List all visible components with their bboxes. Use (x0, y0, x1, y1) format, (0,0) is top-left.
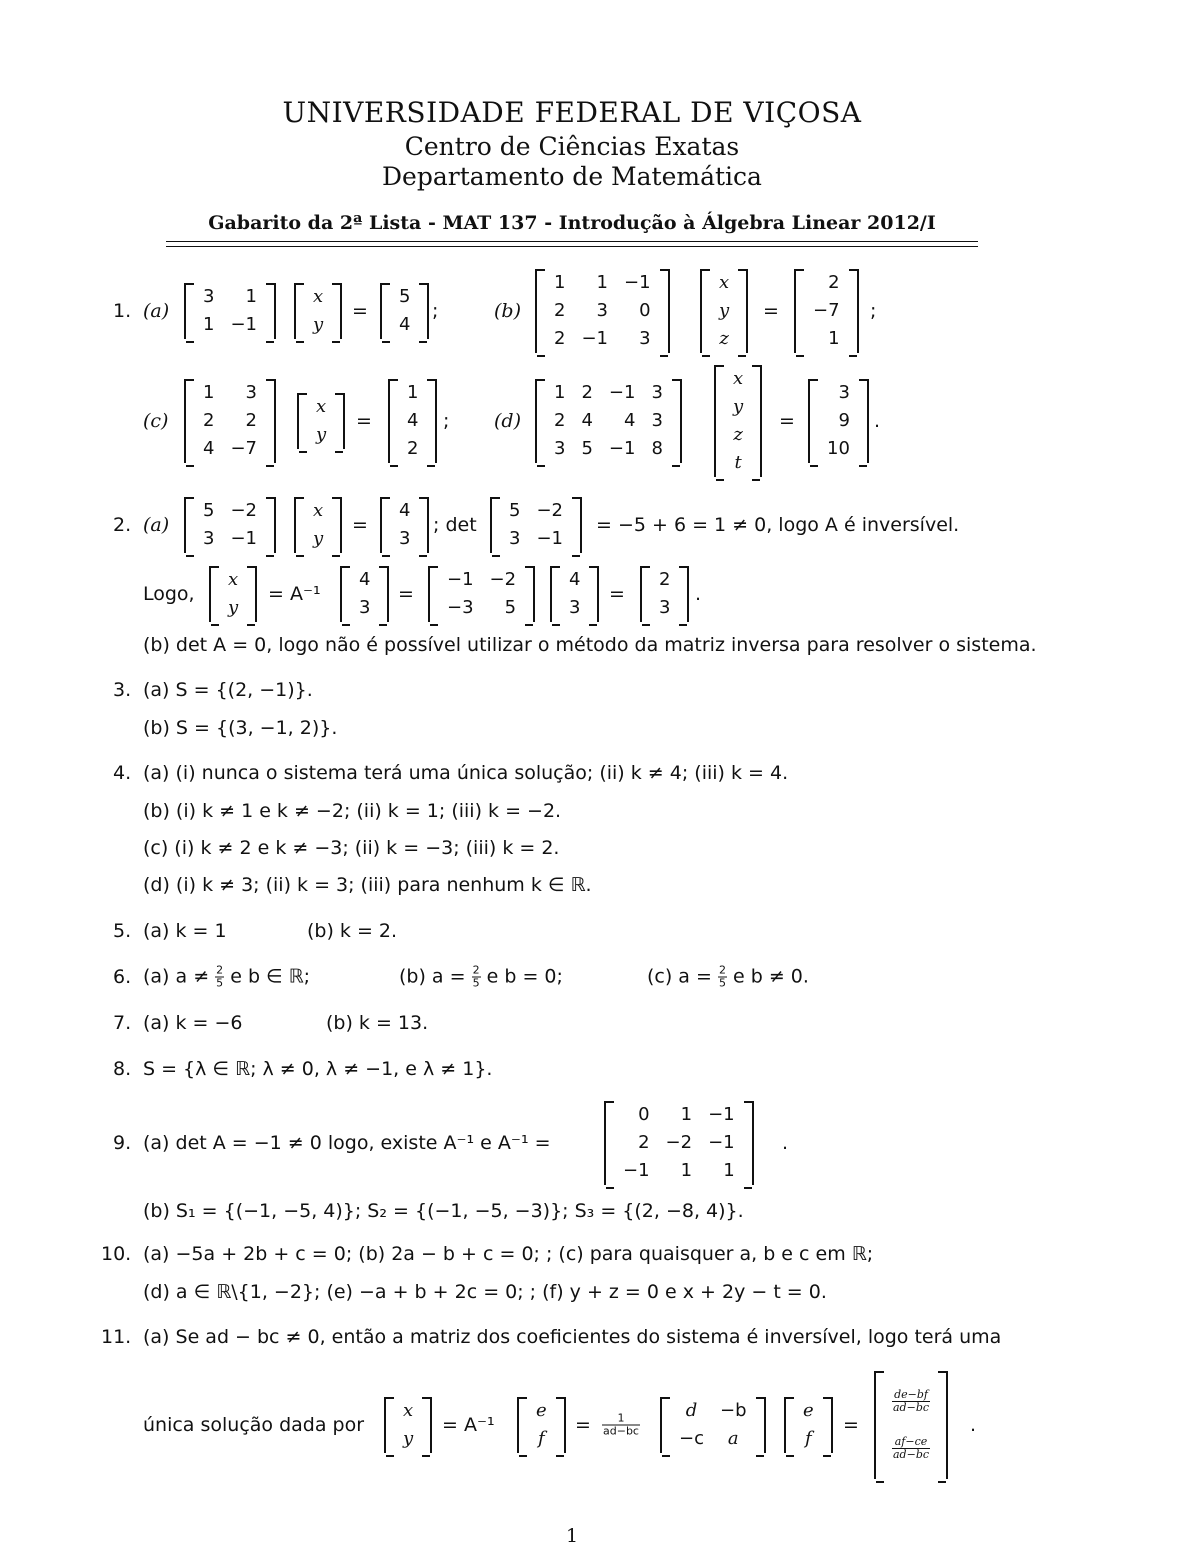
q11-vector-X (384, 1397, 432, 1453)
q1d-label: (d) (494, 410, 521, 432)
q6c-prefix: (c) a = (647, 965, 712, 988)
q11-vector-EF2 (784, 1397, 833, 1453)
q2-vector-B (340, 566, 389, 622)
q11-matrix-M (660, 1397, 766, 1453)
matrix-cell: −1 (608, 382, 636, 403)
matrix-cell: −b (719, 1400, 747, 1421)
matrix-cell: 5 (509, 500, 521, 521)
matrix-cell: 1 (828, 328, 840, 349)
equals-sign: = (843, 1414, 859, 1436)
matrix-cell: −1 (708, 1104, 735, 1125)
matrix-cell: −1 (230, 528, 257, 549)
q5b-text: (b) k = 2. (307, 920, 398, 942)
q4b-text: (b) (i) k ≠ 1 e k ≠ −2; (ii) k = 1; (iii) k = −2. (143, 800, 562, 822)
matrix-cell: −c (679, 1428, 704, 1449)
q2-number: 2. (113, 514, 132, 536)
matrix-cell: 3 (659, 597, 671, 618)
matrix-cell: 1 (554, 382, 566, 403)
matrix-cell: −1 (536, 528, 563, 549)
matrix-cell: y (719, 300, 730, 321)
q4a-text: (a) (i) nunca o sistema terá uma única solução; (ii) k ≠ 4; (iii) k = 4. (143, 762, 789, 784)
q6b-suffix: e b = 0; (486, 965, 563, 988)
q11-line1: (a) Se ad − bc ≠ 0, então a matriz dos coeficientes do sistema é inversível, logo terá uma (143, 1326, 1002, 1348)
center-name: Centro de Ciências Exatas (404, 132, 740, 161)
q2a-vector-X (294, 497, 342, 553)
matrix-cell: 3 (651, 410, 663, 431)
q8-number: 8. (113, 1058, 132, 1080)
matrix-cell: 2 (203, 410, 215, 431)
matrix-cell: 4 (359, 569, 371, 590)
q11-result-vector (874, 1371, 948, 1479)
q1a-vector-X (294, 283, 342, 339)
matrix-cell: −3 (447, 597, 474, 618)
matrix-cell: 2 (554, 328, 566, 349)
matrix-cell: 3 (651, 382, 663, 403)
q9-matrix-Ainv (604, 1101, 754, 1185)
q2-det-matrix (490, 497, 582, 553)
matrix-cell: 3 (838, 382, 850, 403)
matrix-cell: 1 (407, 382, 419, 403)
q1d-vector-X (714, 365, 762, 477)
q2-vector-B2 (550, 566, 599, 622)
title-rule-bottom (166, 246, 978, 247)
matrix-cell: −1 (708, 1132, 735, 1153)
university-name: UNIVERSIDADE FEDERAL DE VIÇOSA (282, 96, 862, 129)
q4d-text: (d) (i) k ≠ 3; (ii) k = 3; (iii) para nenhum k ∈ ℝ. (143, 874, 592, 896)
document-subtitle: Gabarito da 2ª Lista - MAT 137 - Introdução à Álgebra Linear 2012/I (208, 212, 936, 234)
equals-sign: = (575, 1414, 591, 1436)
matrix-cell: e (803, 1400, 814, 1421)
matrix-cell: x (719, 272, 730, 293)
q1b-label: (b) (494, 300, 521, 322)
matrix-cell: 1 (203, 314, 215, 335)
matrix-cell: 4 (407, 410, 419, 431)
q11-result-row-1: $\frac{de-bf}{ad-bc}$ (893, 1388, 930, 1414)
matrix-cell: 3 (203, 286, 215, 307)
q5a-text: (a) k = 1 (143, 920, 227, 942)
q6a-text (143, 965, 310, 990)
matrix-cell: 10 (827, 438, 850, 459)
equals-sign: = (398, 583, 414, 605)
matrix-cell: a (727, 1428, 739, 1449)
q2-det-label: ; det (433, 514, 477, 536)
matrix-cell: 5 (203, 500, 215, 521)
matrix-cell: 5 (581, 438, 593, 459)
matrix-cell: 3 (203, 528, 215, 549)
matrix-cell: 4 (624, 410, 636, 431)
fraction-two-fifths: $\frac{2}{5}$ (216, 963, 224, 990)
matrix-cell: z (719, 328, 729, 349)
matrix-cell: 3 (569, 597, 581, 618)
q1d-vector-B (808, 379, 869, 463)
matrix-cell: x (313, 286, 324, 307)
q2-matrix-Ainv (428, 566, 535, 622)
q1a-matrix-A (184, 283, 276, 339)
matrix-cell: 0 (638, 1104, 650, 1125)
matrix-cell: −2 (536, 500, 563, 521)
matrix-cell: 4 (399, 500, 411, 521)
q5-number: 5. (113, 920, 132, 942)
page-number: 1 (565, 1525, 579, 1547)
q10-line1: (a) −5a + 2b + c = 0; (b) 2a − b + c = 0; ; (c) para quaisquer a, b e c em ℝ; (143, 1243, 874, 1265)
matrix-cell: e (536, 1400, 547, 1421)
equals-sign: = (352, 514, 368, 536)
q1b-vector-X (700, 269, 748, 353)
matrix-cell: 1 (680, 1104, 693, 1125)
matrix-cell: 5 (399, 286, 411, 307)
q3a-text: (a) S = {(2, −1)}. (143, 679, 313, 701)
q8-text: S = {λ ∈ ℝ; λ ≠ 0, λ ≠ −1, e λ ≠ 1}. (143, 1058, 493, 1080)
matrix-cell: −2 (665, 1132, 693, 1153)
equals-sign: = (763, 300, 779, 322)
q1-number: 1. (113, 300, 132, 322)
q1a-vector-B (380, 283, 429, 339)
matrix-cell: 2 (245, 410, 257, 431)
q9b-text: (b) S₁ = {(−1, −5, 4)}; S₂ = {(−1, −5, −3)}; S₃ = {(2, −8, 4)}. (143, 1200, 744, 1222)
q7a-text: (a) k = −6 (143, 1012, 243, 1034)
matrix-cell: f (804, 1428, 812, 1449)
matrix-cell: 2 (581, 382, 593, 403)
matrix-cell: 4 (581, 410, 593, 431)
department-name: Departamento de Matemática (382, 162, 762, 191)
q1b-matrix-A (535, 269, 670, 353)
matrix-cell: 2 (659, 569, 671, 590)
q2a-label: (a) (143, 514, 170, 536)
q2-vector-solution (640, 566, 689, 622)
q7-number: 7. (113, 1012, 132, 1034)
matrix-cell: 5 (504, 597, 517, 618)
matrix-cell: −7 (230, 438, 257, 459)
q11-intro: única solução dada por (143, 1414, 365, 1436)
matrix-cell: z (733, 424, 743, 445)
q10-number: 10. (101, 1243, 132, 1265)
matrix-cell: 1 (554, 272, 566, 293)
semicolon: ; (870, 300, 877, 322)
q11-number: 11. (101, 1326, 132, 1348)
matrix-cell: −1 (623, 1160, 650, 1181)
q11-ainv-text: = A⁻¹ (442, 1414, 495, 1436)
matrix-cell: 3 (245, 382, 257, 403)
matrix-cell: 3 (359, 597, 371, 618)
matrix-cell: 3 (554, 438, 566, 459)
matrix-cell: −1 (230, 314, 257, 335)
q6b-text (399, 965, 563, 990)
period: . (970, 1414, 977, 1436)
matrix-cell: 4 (203, 438, 215, 459)
matrix-cell: y (313, 528, 324, 549)
q1a-label: (a) (143, 300, 170, 322)
q1c-label: (c) (143, 410, 169, 432)
q2-ainv-text: = A⁻¹ (268, 583, 321, 605)
q1d-matrix-A (535, 379, 682, 463)
matrix-cell: y (313, 314, 324, 335)
q2a-matrix-A (184, 497, 276, 553)
matrix-cell: 0 (639, 300, 651, 321)
matrix-cell: 8 (651, 438, 663, 459)
matrix-cell: 2 (407, 438, 419, 459)
matrix-cell: −2 (489, 569, 517, 590)
fraction-two-fifths: $\frac{2}{5}$ (472, 963, 480, 990)
matrix-cell: 3 (509, 528, 521, 549)
period: . (782, 1132, 789, 1154)
matrix-cell: f (537, 1428, 545, 1449)
matrix-cell: t (734, 452, 742, 473)
q4c-text: (c) (i) k ≠ 2 e k ≠ −3; (ii) k = −3; (iii) k = 2. (143, 837, 560, 859)
matrix-cell: 4 (569, 569, 581, 590)
fraction-two-fifths: $\frac{2}{5}$ (718, 963, 726, 990)
title-rule-top (166, 241, 978, 242)
q3-number: 3. (113, 679, 132, 701)
matrix-cell: 1 (596, 272, 608, 293)
matrix-cell: 1 (245, 286, 257, 307)
q6b-prefix: (b) a = (399, 965, 466, 988)
q3b-text: (b) S = {(3, −1, 2)}. (143, 717, 338, 739)
period: . (695, 583, 702, 605)
q11-result-row-2: $\frac{af-ce}{ad-bc}$ (893, 1435, 930, 1461)
matrix-cell: −1 (447, 569, 474, 590)
matrix-cell: 4 (399, 314, 411, 335)
q1b-vector-B (794, 269, 859, 353)
q1c-matrix-A (184, 379, 276, 463)
semicolon: ; (443, 410, 450, 432)
matrix-cell: x (313, 500, 324, 521)
equals-sign: = (356, 410, 372, 432)
matrix-cell: 1 (680, 1160, 693, 1181)
q11-vector-EF (517, 1397, 566, 1453)
q2b-text: (b) det A = 0, logo não é possível utilizar o método da matriz inversa para resolver o sistema. (143, 634, 1037, 656)
matrix-cell: y (733, 396, 744, 417)
q6a-prefix: (a) a ≠ (143, 965, 210, 988)
matrix-cell: 3 (399, 528, 411, 549)
q2-vector-X (209, 566, 257, 622)
period: . (874, 410, 881, 432)
semicolon: ; (432, 300, 439, 322)
q1c-vector-X (297, 393, 345, 449)
matrix-cell: y (228, 597, 239, 618)
matrix-cell: −2 (230, 500, 257, 521)
matrix-cell: x (316, 396, 327, 417)
matrix-cell: 1 (203, 382, 215, 403)
matrix-cell: −1 (581, 328, 608, 349)
q7b-text: (b) k = 13. (326, 1012, 429, 1034)
matrix-cell: 2 (828, 272, 840, 293)
q6-number: 6. (113, 966, 132, 988)
matrix-cell: x (403, 1400, 414, 1421)
q1c-vector-B (388, 379, 437, 463)
matrix-cell: x (733, 368, 744, 389)
q6a-suffix: e b ∈ ℝ; (230, 965, 311, 988)
equals-sign: = (609, 583, 625, 605)
matrix-cell: 2 (554, 300, 566, 321)
matrix-cell: −1 (608, 438, 636, 459)
q6c-text (647, 965, 809, 990)
matrix-cell: 2 (638, 1132, 650, 1153)
q11-scalar-fraction: $\frac{1}{ad-bc}$ (603, 1411, 639, 1438)
matrix-cell: y (403, 1428, 414, 1449)
q2a-vector-B (380, 497, 429, 553)
matrix-cell: 9 (838, 410, 850, 431)
q4-number: 4. (113, 762, 132, 784)
equals-sign: = (352, 300, 368, 322)
matrix-cell: 3 (596, 300, 608, 321)
equals-sign: = (779, 410, 795, 432)
matrix-cell: x (228, 569, 239, 590)
q9a-text: (a) det A = −1 ≠ 0 logo, existe A⁻¹ e A⁻¹ = (143, 1132, 551, 1154)
matrix-cell: y (316, 424, 327, 445)
matrix-cell: 3 (639, 328, 651, 349)
q9-number: 9. (113, 1132, 132, 1154)
matrix-cell: −7 (813, 300, 840, 321)
matrix-cell: 2 (554, 410, 566, 431)
matrix-cell: 1 (723, 1160, 735, 1181)
q2-det-result: = −5 + 6 = 1 ≠ 0, logo A é inversível. (596, 514, 960, 536)
q6c-suffix: e b ≠ 0. (733, 965, 809, 988)
q2-logo-label: Logo, (143, 583, 195, 605)
matrix-cell: d (685, 1400, 698, 1421)
q10-line2: (d) a ∈ ℝ\{1, −2}; (e) −a + b + 2c = 0; ; (f) y + z = 0 e x + 2y − t = 0. (143, 1281, 827, 1303)
matrix-cell: −1 (624, 272, 651, 293)
